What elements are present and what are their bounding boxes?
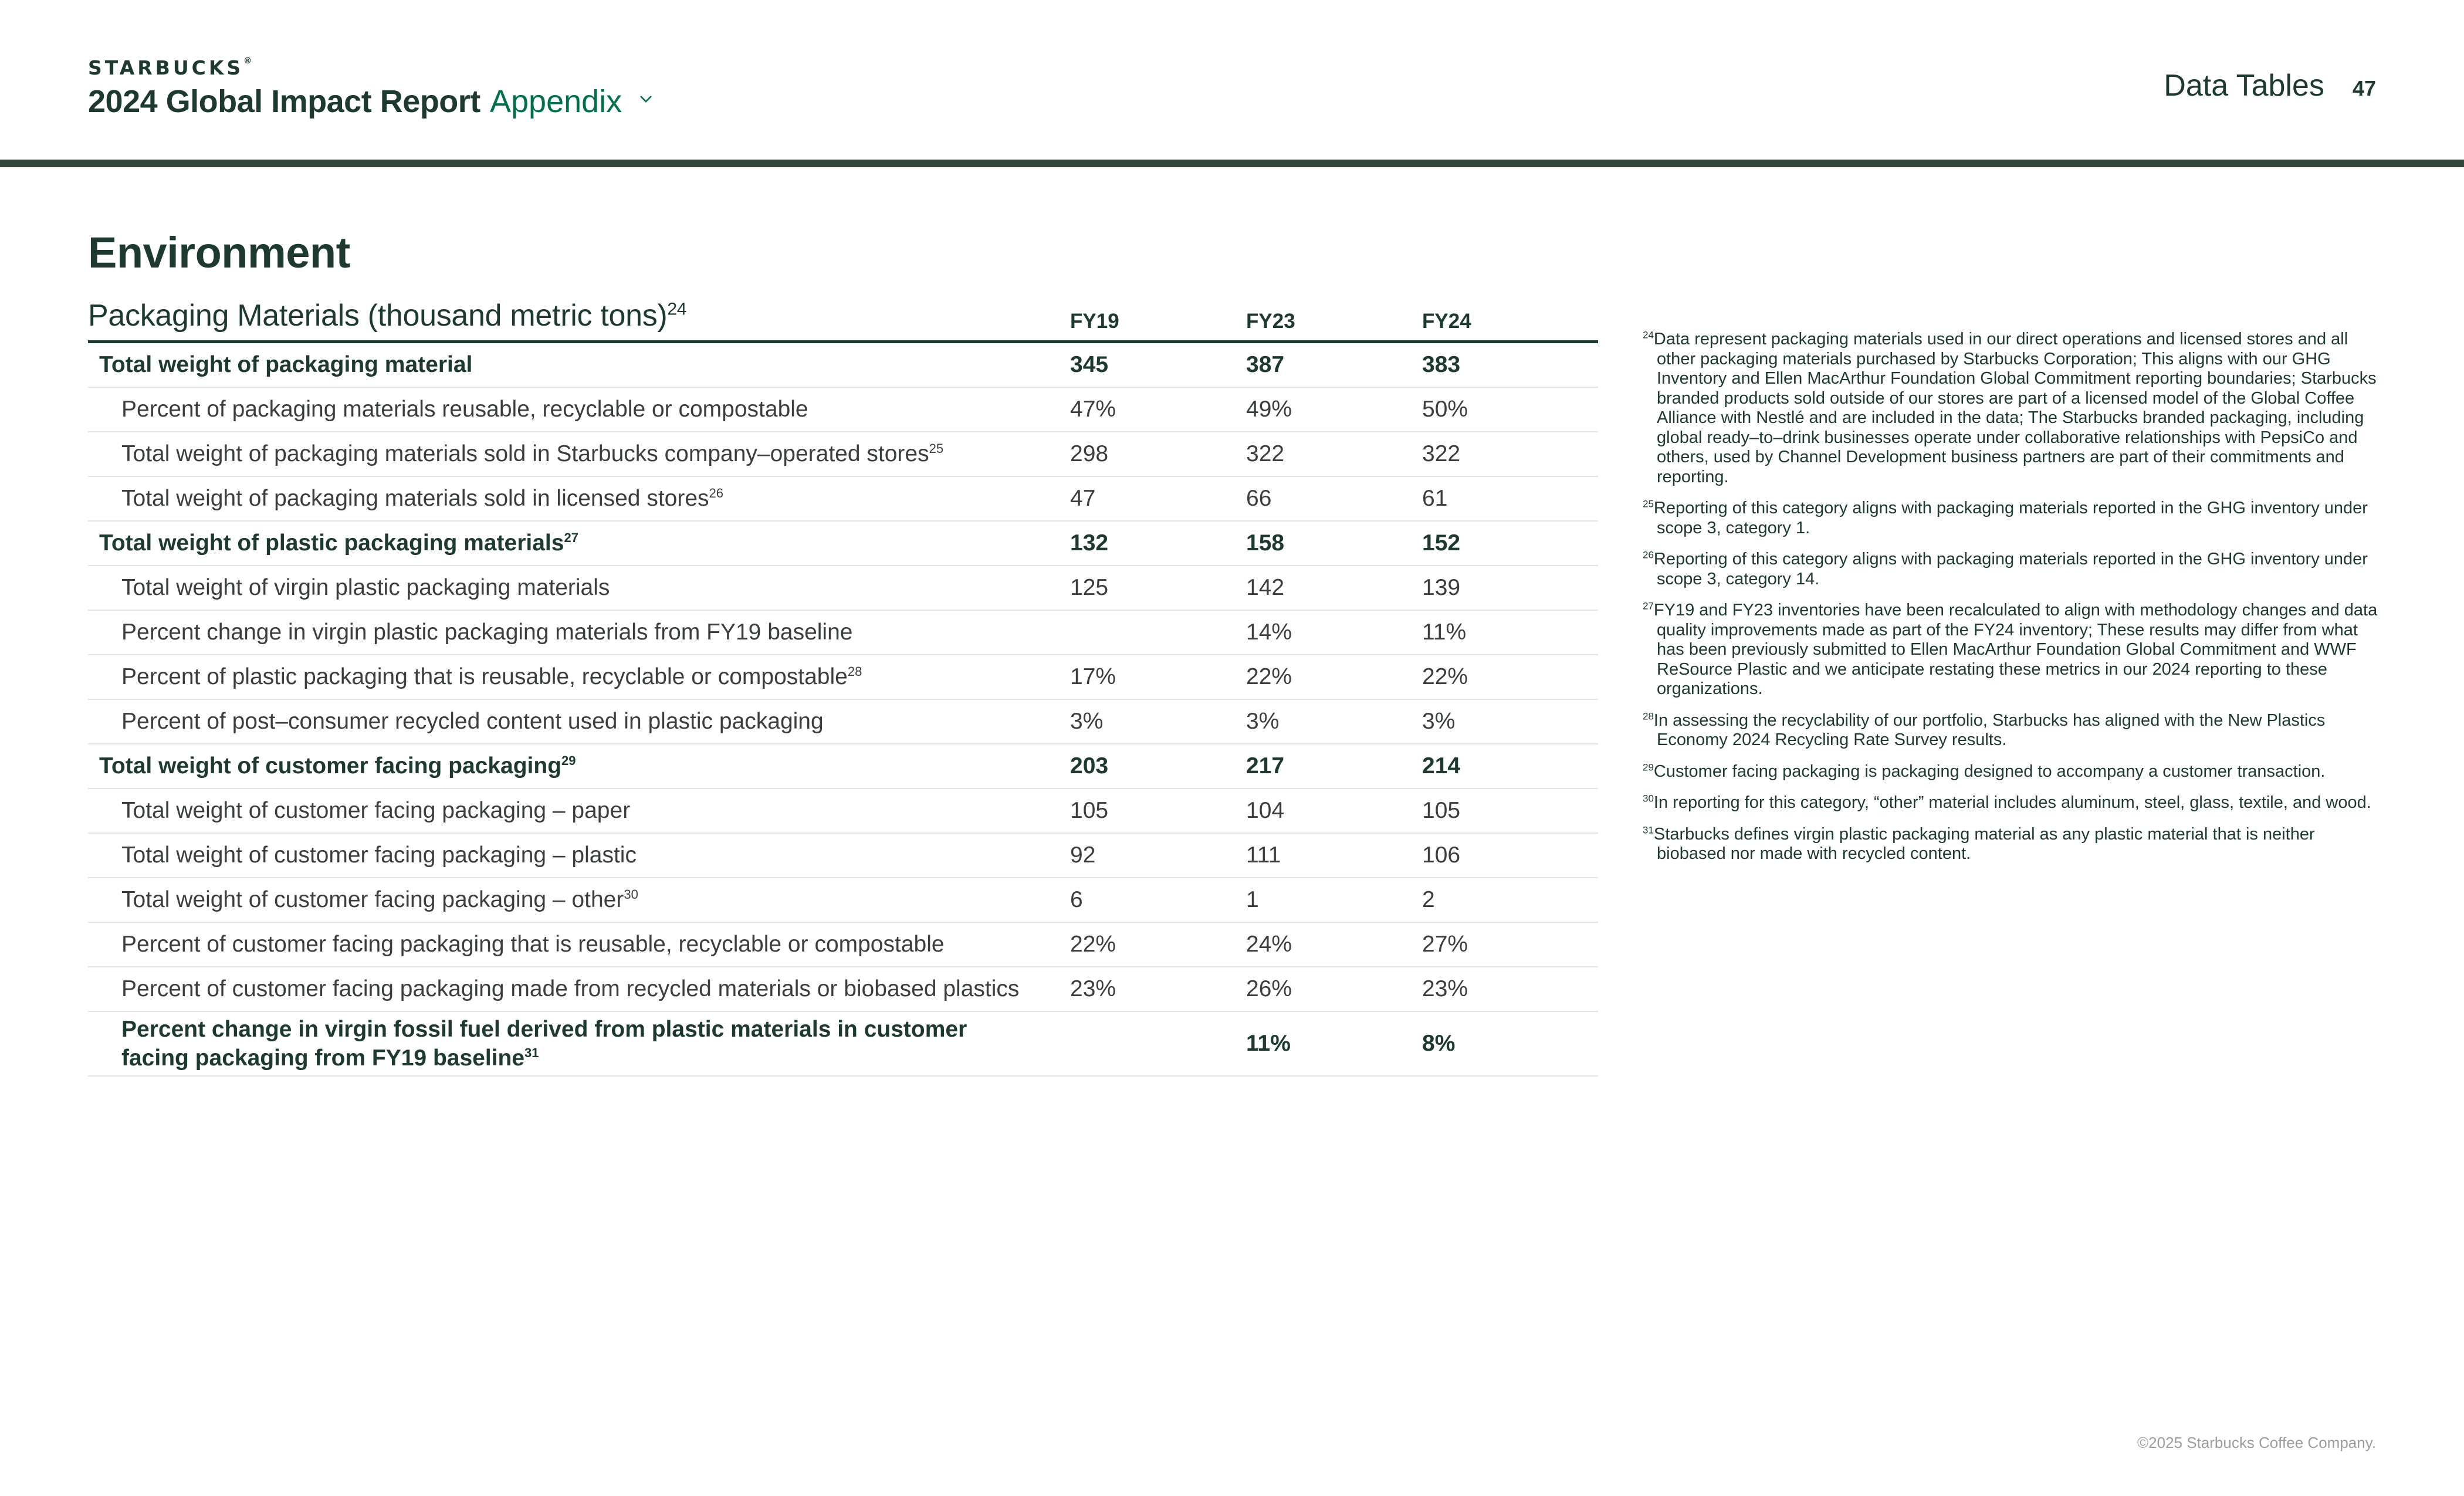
section-heading: Environment [88, 228, 350, 277]
table-row [88, 967, 1598, 1011]
cell-fy24: 139 [1422, 566, 1598, 610]
cell-fy24: 22% [1422, 655, 1598, 699]
cell-fy24: 8% [1422, 1011, 1598, 1076]
row-label: Total weight of customer facing packaging – other$^{30}$ [88, 878, 1070, 922]
cell-fy24: 61 [1422, 476, 1598, 521]
brand-wordmark: STARBUCKS [88, 56, 244, 79]
cell-fy23: 111 [1246, 833, 1422, 878]
table-title: Packaging Materials (thousand metric tons)$^{24}$ [88, 292, 1070, 342]
footnotes [1643, 330, 2382, 876]
cell-fy23: 26% [1246, 967, 1422, 1011]
cell-fy23: 104 [1246, 788, 1422, 833]
appendix-dropdown[interactable] [490, 83, 653, 120]
cell-fy23: 66 [1246, 476, 1422, 521]
cell-fy23: 49% [1246, 387, 1422, 432]
cell-fy23: 22% [1246, 655, 1422, 699]
table-row [88, 1011, 1598, 1076]
cell-fy19: 47% [1070, 387, 1246, 432]
cell-fy23: 322 [1246, 432, 1422, 476]
cell-fy24: 2 [1422, 878, 1598, 922]
header-right [2164, 68, 2376, 103]
page-header [0, 0, 2464, 160]
cell-fy24: 383 [1422, 342, 1598, 388]
cell-fy19: 17% [1070, 655, 1246, 699]
footnote: $^{24}$Data represent packaging materials used in our direct operations and licensed stores and all other packaging materials purchased by Starbucks Corporation; This aligns with our GHG Inventory and Ellen MacArthur Foundation Global Commitment reporting boundaries; Starbucks branded products sold outside of our stores are part of a licensed model of the Global Coffee Alliance with Nestlé and are included in the data; The Starbucks branded packaging, including global ready–to–drink businesses operate under collaborative relationships with PepsiCo and others, used by Channel Development business partners are part of their commitments and reporting. [1643, 329, 2377, 486]
report-title: 2024 Global Impact Report [88, 84, 480, 119]
row-label: Total weight of packaging material [88, 342, 1070, 388]
column-header-fy23: FY23 [1246, 292, 1422, 342]
cell-fy24: 105 [1422, 788, 1598, 833]
footnote: $^{29}$Customer facing packaging is packaging designed to accompany a customer transaction. [1643, 761, 2326, 781]
table-header-row [88, 292, 1598, 342]
cell-fy23: 11% [1246, 1011, 1422, 1076]
table-row [88, 833, 1598, 878]
table-row [88, 878, 1598, 922]
cell-fy19: 132 [1070, 521, 1246, 566]
table-row [88, 744, 1598, 788]
cell-fy19: 22% [1070, 922, 1246, 967]
column-header-fy24: FY24 [1422, 292, 1598, 342]
table-row [88, 566, 1598, 610]
packaging-materials-table [88, 292, 1598, 1077]
cell-fy24: 214 [1422, 744, 1598, 788]
row-label: Percent of plastic packaging that is reusable, recyclable or compostable$^{28}$ [88, 655, 1070, 699]
table-row [88, 342, 1598, 388]
footnote: $^{30}$In reporting for this category, “other” material includes aluminum, steel, glass, textile, and wood. [1643, 793, 2371, 812]
row-label: Percent of packaging materials reusable, recyclable or compostable [88, 387, 1070, 432]
cell-fy24: 106 [1422, 833, 1598, 878]
row-label: Total weight of plastic packaging materials$^{27}$ [88, 521, 1070, 566]
cell-fy23: 3% [1246, 699, 1422, 744]
table-row [88, 521, 1598, 566]
row-label: Percent change in virgin fossil fuel derived from plastic materials in customer facing packaging from FY19 baseline$^{31}$ [88, 1011, 1070, 1076]
footnote: $^{28}$In assessing the recyclability of our portfolio, Starbucks has aligned with the New Plastics Economy 2024 Recycling Rate Survey results. [1643, 710, 2326, 749]
cell-fy19: 47 [1070, 476, 1246, 521]
cell-fy19: 23% [1070, 967, 1246, 1011]
row-label: Total weight of customer facing packaging$^{29}$ [88, 744, 1070, 788]
cell-fy23: 387 [1246, 342, 1422, 388]
table-row [88, 922, 1598, 967]
cell-fy23: 24% [1246, 922, 1422, 967]
row-label: Total weight of customer facing packaging – plastic [88, 833, 1070, 878]
row-label: Total weight of packaging materials sold in Starbucks company–operated stores$^{25}$ [88, 432, 1070, 476]
cell-fy24: 3% [1422, 699, 1598, 744]
cell-fy19: 345 [1070, 342, 1246, 388]
chevron-down-icon [639, 92, 653, 106]
row-label: Percent of customer facing packaging that is reusable, recyclable or compostable [88, 922, 1070, 967]
table-row [88, 655, 1598, 699]
row-label: Percent of customer facing packaging made from recycled materials or biobased plastics [88, 967, 1070, 1011]
row-label: Percent change in virgin plastic packaging materials from FY19 baseline [88, 610, 1070, 655]
footnote: $^{27}$FY19 and FY23 inventories have been recalculated to align with methodology changes and data quality improvements made as part of the FY24 inventory; These results may differ from what has been previously submitted to Ellen MacArthur Foundation Global Commitment and WWF ReSource Plastic and we anticipate restating these metrics in our 2024 reporting to these organizations. [1643, 600, 2378, 698]
cell-fy24: 11% [1422, 610, 1598, 655]
cell-fy19: 3% [1070, 699, 1246, 744]
table-row [88, 699, 1598, 744]
cell-fy19: 92 [1070, 833, 1246, 878]
cell-fy19: 105 [1070, 788, 1246, 833]
cell-fy24: 322 [1422, 432, 1598, 476]
table-row [88, 476, 1598, 521]
column-header-fy19: FY19 [1070, 292, 1246, 342]
row-label: Total weight of packaging materials sold in licensed stores$^{26}$ [88, 476, 1070, 521]
cell-fy19 [1070, 1011, 1246, 1076]
page-number: 47 [2352, 76, 2376, 100]
cell-fy24: 27% [1422, 922, 1598, 967]
table-row [88, 387, 1598, 432]
header-divider [0, 160, 2464, 167]
cell-fy19 [1070, 610, 1246, 655]
footnote: $^{31}$Starbucks defines virgin plastic packaging material as any plastic material that is neither biobased nor made with recycled content. [1643, 824, 2315, 863]
footnote: $^{25}$Reporting of this category aligns with packaging materials reported in the GHG inventory under scope 3, category 1. [1643, 498, 2368, 537]
cell-fy19: 125 [1070, 566, 1246, 610]
brand-logo: STARBUCKS® [88, 56, 252, 79]
copyright: ©2025 Starbucks Coffee Company. [2137, 1434, 2376, 1451]
cell-fy24: 23% [1422, 967, 1598, 1011]
appendix-label: Appendix [490, 84, 622, 119]
cell-fy24: 152 [1422, 521, 1598, 566]
cell-fy23: 142 [1246, 566, 1422, 610]
cell-fy23: 217 [1246, 744, 1422, 788]
cell-fy19: 203 [1070, 744, 1246, 788]
footnote-ref: 24 [667, 299, 687, 319]
cell-fy24: 50% [1422, 387, 1598, 432]
row-label: Total weight of customer facing packaging – paper [88, 788, 1070, 833]
section-label: Data Tables [2164, 69, 2324, 103]
cell-fy19: 6 [1070, 878, 1246, 922]
row-label: Percent of post–consumer recycled content used in plastic packaging [88, 699, 1070, 744]
cell-fy23: 14% [1246, 610, 1422, 655]
table-row [88, 788, 1598, 833]
cell-fy19: 298 [1070, 432, 1246, 476]
table-row [88, 610, 1598, 655]
cell-fy23: 1 [1246, 878, 1422, 922]
footnote: $^{26}$Reporting of this category aligns with packaging materials reported in the GHG inventory under scope 3, category 14. [1643, 549, 2368, 588]
row-label: Total weight of virgin plastic packaging materials [88, 566, 1070, 610]
table-row [88, 432, 1598, 476]
cell-fy23: 158 [1246, 521, 1422, 566]
